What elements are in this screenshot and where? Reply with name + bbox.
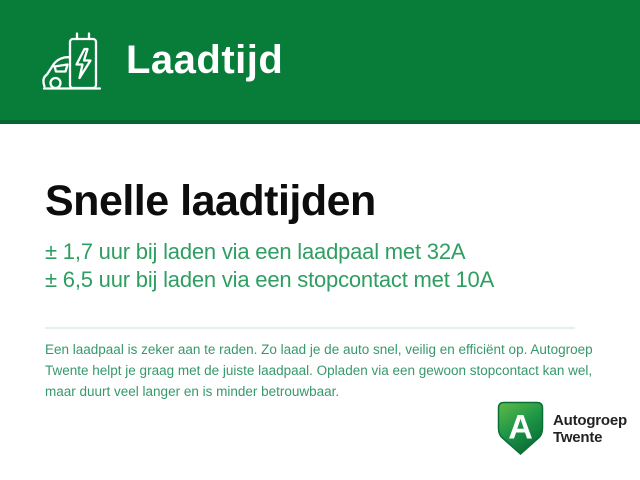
logo-name-line2: Twente <box>552 428 603 446</box>
advice-paragraph: Een laadpaal is zeker aan te raden. Zo laad je de auto snel, veilig en efficiënt op. Autogroep Twente helpt je graag met de juiste laadpaal. Opladen via een gewoon stopcontact kan wel, maar duurt veel langer en is minder betrouwbaar. <box>45 342 593 399</box>
header-band <box>0 0 640 124</box>
main-content <box>0 177 640 402</box>
page-title: Snelle laadtijden <box>45 177 376 225</box>
ev-car-charging-icon <box>40 30 104 94</box>
autogroep-twente-logo <box>496 400 627 457</box>
divider-line <box>45 327 575 329</box>
shield-monogram-letter: A <box>508 408 533 447</box>
logo-name-line1: Autogroep <box>552 411 627 429</box>
logo-wordmark <box>553 412 627 446</box>
shield-monogram-icon <box>496 400 545 457</box>
charge-time-stopcontact: ± 6,5 uur bij laden via een stopcontact met 10A <box>45 267 495 292</box>
charge-time-laadpaal: ± 1,7 uur bij laden via een laadpaal met 32A <box>45 239 466 264</box>
header-title: Laadtijd <box>126 37 284 82</box>
